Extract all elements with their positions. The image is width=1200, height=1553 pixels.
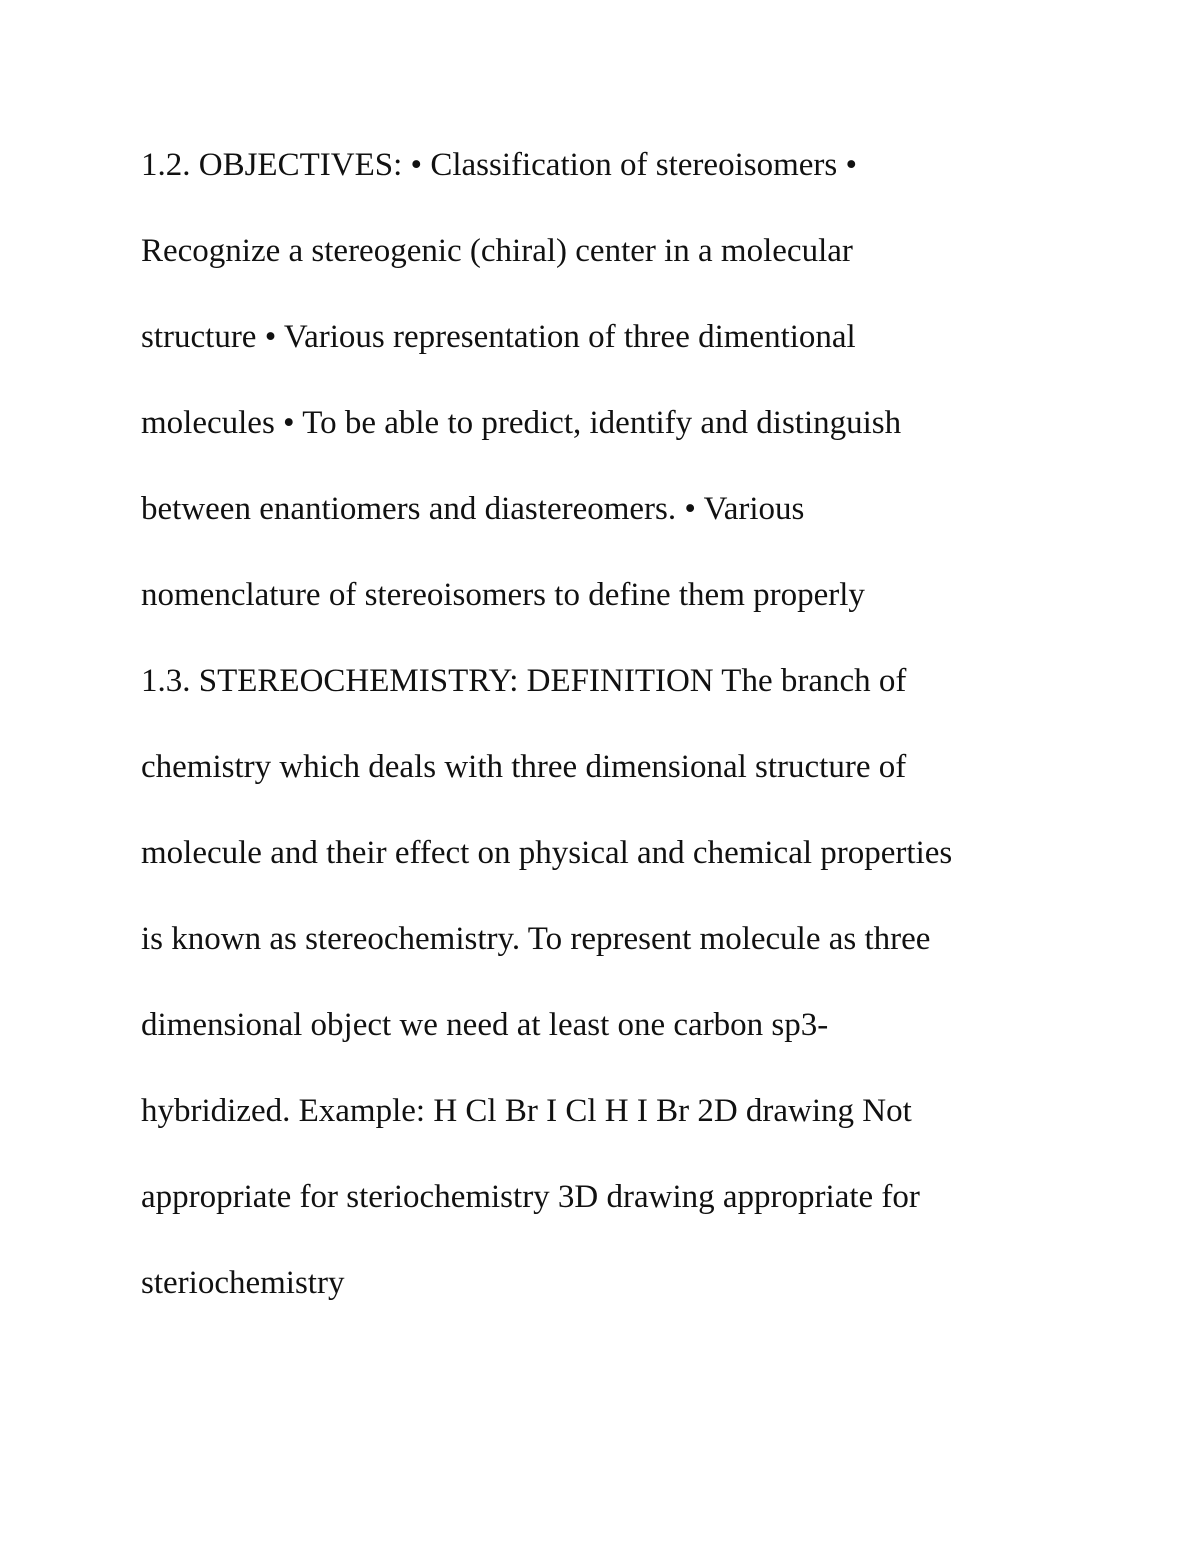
text-line-13: appropriate for steriochemistry 3D drawing appropriate for xyxy=(141,1179,920,1215)
text-line-1: 1.2. OBJECTIVES: • Classification of stereoisomers • xyxy=(141,147,858,183)
text-line-7: 1.3. STEREOCHEMISTRY: DEFINITION The branch of xyxy=(141,663,907,699)
document-body xyxy=(141,143,1101,1347)
text-line-8: chemistry which deals with three dimensional structure of xyxy=(141,749,907,785)
text-line-3: structure • Various representation of three dimentional xyxy=(141,319,856,355)
text-line-2: Recognize a stereogenic (chiral) center in a molecular xyxy=(141,233,853,269)
text-line-11: dimensional object we need at least one carbon sp3- xyxy=(141,1007,829,1043)
text-line-12: hybridized. Example: H Cl Br I Cl H I Br 2D drawing Not xyxy=(141,1093,912,1129)
text-line-10: is known as stereochemistry. To represent molecule as three xyxy=(141,921,931,957)
text-line-5: between enantiomers and diastereomers. • Various xyxy=(141,491,805,527)
text-line-4: molecules • To be able to predict, identify and distinguish xyxy=(141,405,902,441)
text-line-6: nomenclature of stereoisomers to define them properly xyxy=(141,577,865,613)
text-line-14: steriochemistry xyxy=(141,1265,345,1301)
text-line-9: molecule and their effect on physical and chemical properties xyxy=(141,835,953,871)
